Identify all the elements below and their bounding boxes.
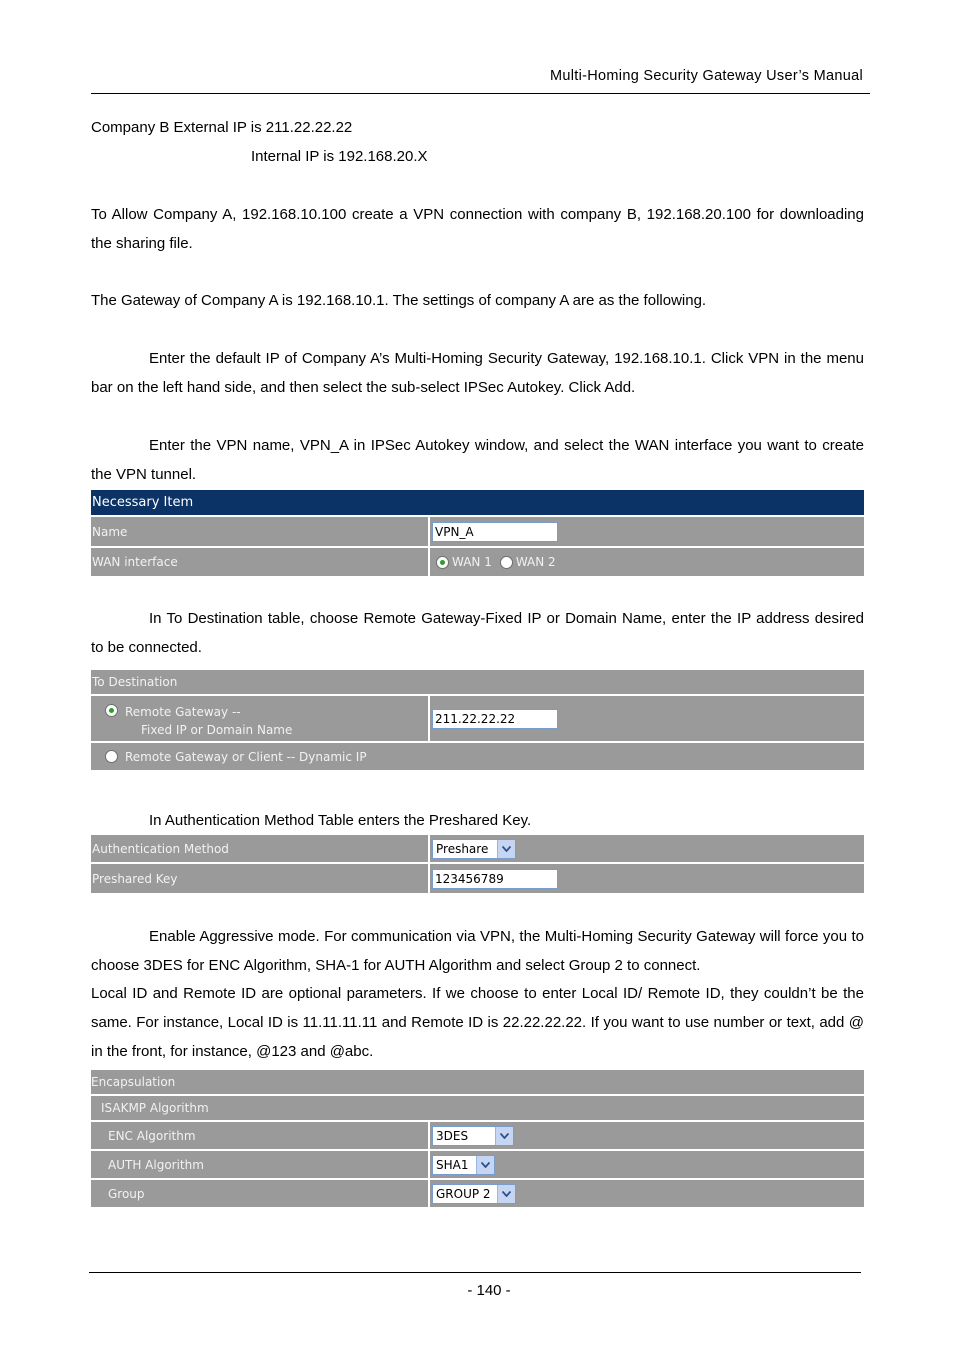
paragraph-step-aggressive: Enable Aggressive mode. For communication via VPN, the Multi-Homing Security Gateway will force you to choose 3DES for ENC Algorithm, SHA-1 for AUTH Algorithm and select Group 2 to connect. [91,928,864,974]
name-label: Name [91,517,428,546]
chevron-down-icon [476,1156,494,1174]
auth-algorithm-label: AUTH Algorithm [91,1151,428,1178]
paragraph-step-vpn-name: Enter the VPN name, VPN_A in IPSec Autokey window, and select the WAN interface you want to create the VPN tunnel. [91,437,864,483]
encapsulation-heading: Encapsulation [91,1070,864,1094]
paragraph-company-b-external: Company B External IP is 211.22.22.22 [91,119,353,136]
dynamic-ip-label: Remote Gateway or Client -- Dynamic IP [125,749,367,764]
destination-heading: To Destination [91,670,864,694]
paragraph-step-destination: In To Destination table, choose Remote Gateway-Fixed IP or Domain Name, enter the IP address desired to be connected. [91,610,864,656]
auth-table [91,835,864,893]
fixed-ip-row [91,696,864,741]
paragraph-step-enter-ip: Enter the default IP of Company A’s Multi-Homing Security Gateway, 192.168.10.1. Click VPN in the menu bar on the left hand side, and then select the sub-select IPSec Autokey. Click Add. [91,350,864,396]
wan1-radio[interactable] [436,556,449,569]
auth-algorithm-row [91,1151,864,1178]
header-divider [91,93,870,94]
name-row [91,517,864,546]
vpn-name-input[interactable]: VPN_A [432,522,558,542]
necessary-item-table [91,490,864,576]
paragraph-local-remote-id: Local ID and Remote ID are optional parameters. If we choose to enter Local ID/ Remote ID, they couldn’t be the same. For instance, Local ID is 11.11.11.11 and Remote ID is 22.22.22.22. If you want to use number or text, add @ in the front, for instance, @123 and @abc. [91,985,864,1060]
enc-algorithm-value: 3DES [436,1128,469,1143]
wan-interface-row [91,548,864,576]
group-value: GROUP 2 [436,1186,491,1201]
remote-gateway-ip-input[interactable]: 211.22.22.22 [432,709,558,729]
chevron-down-icon [497,840,515,858]
auth-method-select[interactable] [432,839,516,859]
wan2-radio[interactable] [500,556,513,569]
preshared-key-row [91,864,864,893]
dynamic-ip-row [91,743,864,770]
preshared-key-input[interactable]: 123456789 [432,869,558,889]
wan1-label: WAN 1 [452,555,492,569]
group-label: Group [91,1180,428,1207]
footer-divider [89,1272,861,1273]
paragraph-gateway-company-a: The Gateway of Company A is 192.168.10.1. The settings of company A are as the following. [91,292,707,309]
necessary-item-heading: Necessary Item [91,490,864,515]
auth-method-label: Authentication Method [91,835,428,862]
fixed-ip-radio[interactable] [105,704,118,717]
dynamic-ip-radio[interactable] [105,750,118,763]
paragraph-step-auth: In Authentication Method Table enters the Preshared Key. [149,812,532,829]
fixed-ip-label-line2: Fixed IP or Domain Name [141,723,293,737]
auth-algorithm-select[interactable] [432,1155,495,1175]
destination-table [91,670,864,770]
auth-method-row [91,835,864,862]
auth-method-value: Preshare [436,841,489,856]
isakmp-heading: ISAKMP Algorithm [91,1096,864,1120]
auth-algorithm-value: SHA1 [436,1157,469,1172]
enc-algorithm-label: ENC Algorithm [91,1122,428,1149]
wan-interface-label: WAN interface [91,548,428,576]
preshared-key-label: Preshared Key [91,864,428,893]
enc-algorithm-select[interactable] [432,1126,514,1146]
encapsulation-table [91,1070,864,1207]
paragraph-company-b-internal: Internal IP is 192.168.20.X [251,148,428,165]
page-number: - 140 - [467,1282,511,1299]
chevron-down-icon [497,1185,515,1203]
paragraph-allow-company-a: To Allow Company A, 192.168.10.100 create a VPN connection with company B, 192.168.20.100 for downloading the sharing file. [91,206,864,252]
enc-algorithm-row [91,1122,864,1149]
group-row [91,1180,864,1207]
chevron-down-icon [495,1127,513,1145]
wan2-label: WAN 2 [515,555,556,569]
group-select[interactable] [432,1184,516,1204]
fixed-ip-label-line1: Remote Gateway -- [125,705,241,719]
manual-title: Multi-Homing Security Gateway User’s Manual [550,68,863,84]
